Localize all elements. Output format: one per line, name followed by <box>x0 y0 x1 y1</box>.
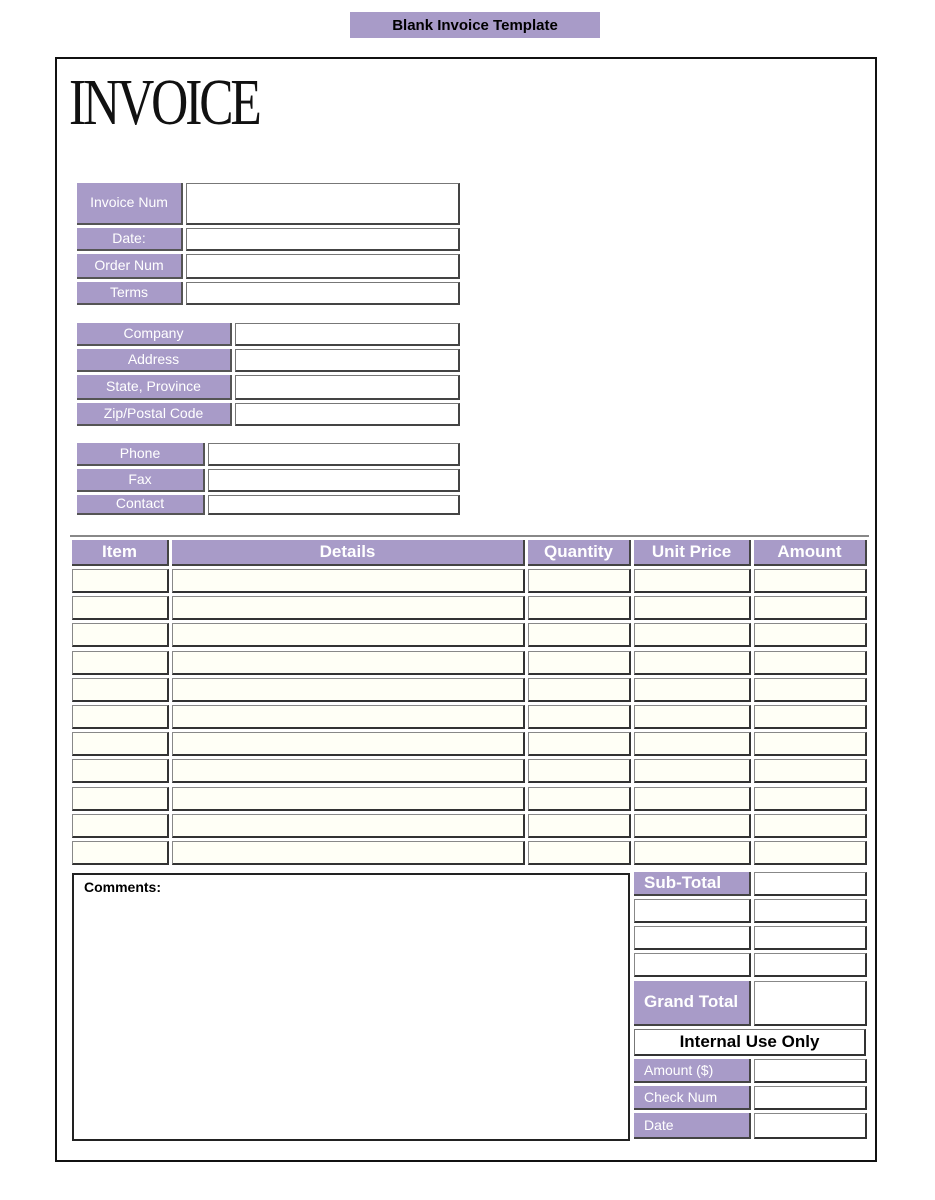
quantity-cell[interactable] <box>528 651 631 675</box>
unit-price-cell[interactable] <box>634 596 751 620</box>
unit-price-cell[interactable] <box>634 651 751 675</box>
amount-label: Amount ($) <box>634 1059 751 1083</box>
extra-value-field[interactable] <box>754 899 867 923</box>
quantity-cell[interactable] <box>528 732 631 756</box>
extra-value-field[interactable] <box>754 926 867 950</box>
details-cell[interactable] <box>172 569 525 593</box>
terms-label: Terms <box>77 282 183 305</box>
header-quantity: Quantity <box>528 540 631 566</box>
item-cell[interactable] <box>72 678 169 702</box>
contact-label: Contact <box>77 495 205 515</box>
details-cell[interactable] <box>172 841 525 865</box>
amount-cell[interactable] <box>754 678 867 702</box>
order-num-field[interactable] <box>186 254 460 279</box>
amount-cell[interactable] <box>754 787 867 811</box>
state-province-label: State, Province <box>77 375 232 400</box>
details-cell[interactable] <box>172 759 525 783</box>
header-unit-price: Unit Price <box>634 540 751 566</box>
unit-price-cell[interactable] <box>634 732 751 756</box>
item-cell[interactable] <box>72 705 169 729</box>
unit-price-cell[interactable] <box>634 814 751 838</box>
details-cell[interactable] <box>172 623 525 647</box>
subtotal-field[interactable] <box>754 872 867 896</box>
item-cell[interactable] <box>72 841 169 865</box>
details-cell[interactable] <box>172 596 525 620</box>
terms-field[interactable] <box>186 282 460 305</box>
comments-box[interactable] <box>72 873 630 1141</box>
fax-field[interactable] <box>208 469 460 492</box>
item-cell[interactable] <box>72 732 169 756</box>
amount-cell[interactable] <box>754 705 867 729</box>
internal-date-field[interactable] <box>754 1113 867 1139</box>
unit-price-cell[interactable] <box>634 841 751 865</box>
company-field[interactable] <box>235 323 460 346</box>
header-item: Item <box>72 540 169 566</box>
invoice-num-field[interactable] <box>186 183 460 225</box>
quantity-cell[interactable] <box>528 596 631 620</box>
amount-cell[interactable] <box>754 841 867 865</box>
extra-label-field[interactable] <box>634 899 751 923</box>
quantity-cell[interactable] <box>528 841 631 865</box>
amount-cell[interactable] <box>754 732 867 756</box>
grand-total-field[interactable] <box>754 981 867 1026</box>
item-cell[interactable] <box>72 787 169 811</box>
amount-cell[interactable] <box>754 623 867 647</box>
quantity-cell[interactable] <box>528 705 631 729</box>
comments-label: Comments: <box>84 879 162 895</box>
details-cell[interactable] <box>172 814 525 838</box>
subtotal-label: Sub-Total <box>634 872 751 896</box>
item-cell[interactable] <box>72 759 169 783</box>
quantity-cell[interactable] <box>528 759 631 783</box>
internal-use-header: Internal Use Only <box>634 1029 866 1056</box>
check-num-label: Check Num <box>634 1086 751 1110</box>
phone-label: Phone <box>77 443 205 466</box>
address-field[interactable] <box>235 349 460 372</box>
extra-label-field[interactable] <box>634 953 751 977</box>
internal-date-label: Date <box>634 1113 751 1139</box>
extra-value-field[interactable] <box>754 953 867 977</box>
details-cell[interactable] <box>172 705 525 729</box>
template-banner: Blank Invoice Template <box>350 12 600 38</box>
details-cell[interactable] <box>172 678 525 702</box>
amount-cell[interactable] <box>754 814 867 838</box>
amount-cell[interactable] <box>754 759 867 783</box>
amount-cell[interactable] <box>754 651 867 675</box>
table-top-rule <box>70 535 869 537</box>
date-field[interactable] <box>186 228 460 251</box>
details-cell[interactable] <box>172 732 525 756</box>
amount-cell[interactable] <box>754 596 867 620</box>
amount-cell[interactable] <box>754 569 867 593</box>
unit-price-cell[interactable] <box>634 623 751 647</box>
item-cell[interactable] <box>72 814 169 838</box>
fax-label: Fax <box>77 469 205 492</box>
phone-field[interactable] <box>208 443 460 466</box>
invoice-title: INVOICE <box>69 66 259 139</box>
item-cell[interactable] <box>72 651 169 675</box>
unit-price-cell[interactable] <box>634 569 751 593</box>
grand-total-label: Grand Total <box>634 981 751 1026</box>
date-label: Date: <box>77 228 183 251</box>
check-num-field[interactable] <box>754 1086 867 1110</box>
zip-postal-field[interactable] <box>235 403 460 426</box>
quantity-cell[interactable] <box>528 678 631 702</box>
state-province-field[interactable] <box>235 375 460 400</box>
order-num-label: Order Num <box>77 254 183 279</box>
details-cell[interactable] <box>172 787 525 811</box>
unit-price-cell[interactable] <box>634 678 751 702</box>
quantity-cell[interactable] <box>528 623 631 647</box>
extra-label-field[interactable] <box>634 926 751 950</box>
unit-price-cell[interactable] <box>634 705 751 729</box>
quantity-cell[interactable] <box>528 814 631 838</box>
invoice-num-label: Invoice Num <box>77 183 183 225</box>
item-cell[interactable] <box>72 569 169 593</box>
quantity-cell[interactable] <box>528 569 631 593</box>
unit-price-cell[interactable] <box>634 787 751 811</box>
zip-postal-label: Zip/Postal Code <box>77 403 232 426</box>
item-cell[interactable] <box>72 596 169 620</box>
header-details: Details <box>172 540 525 566</box>
quantity-cell[interactable] <box>528 787 631 811</box>
unit-price-cell[interactable] <box>634 759 751 783</box>
company-label: Company <box>77 323 232 346</box>
contact-field[interactable] <box>208 495 460 515</box>
amount-field[interactable] <box>754 1059 867 1083</box>
details-cell[interactable] <box>172 651 525 675</box>
header-amount: Amount <box>754 540 867 566</box>
item-cell[interactable] <box>72 623 169 647</box>
address-label: Address <box>77 349 232 372</box>
